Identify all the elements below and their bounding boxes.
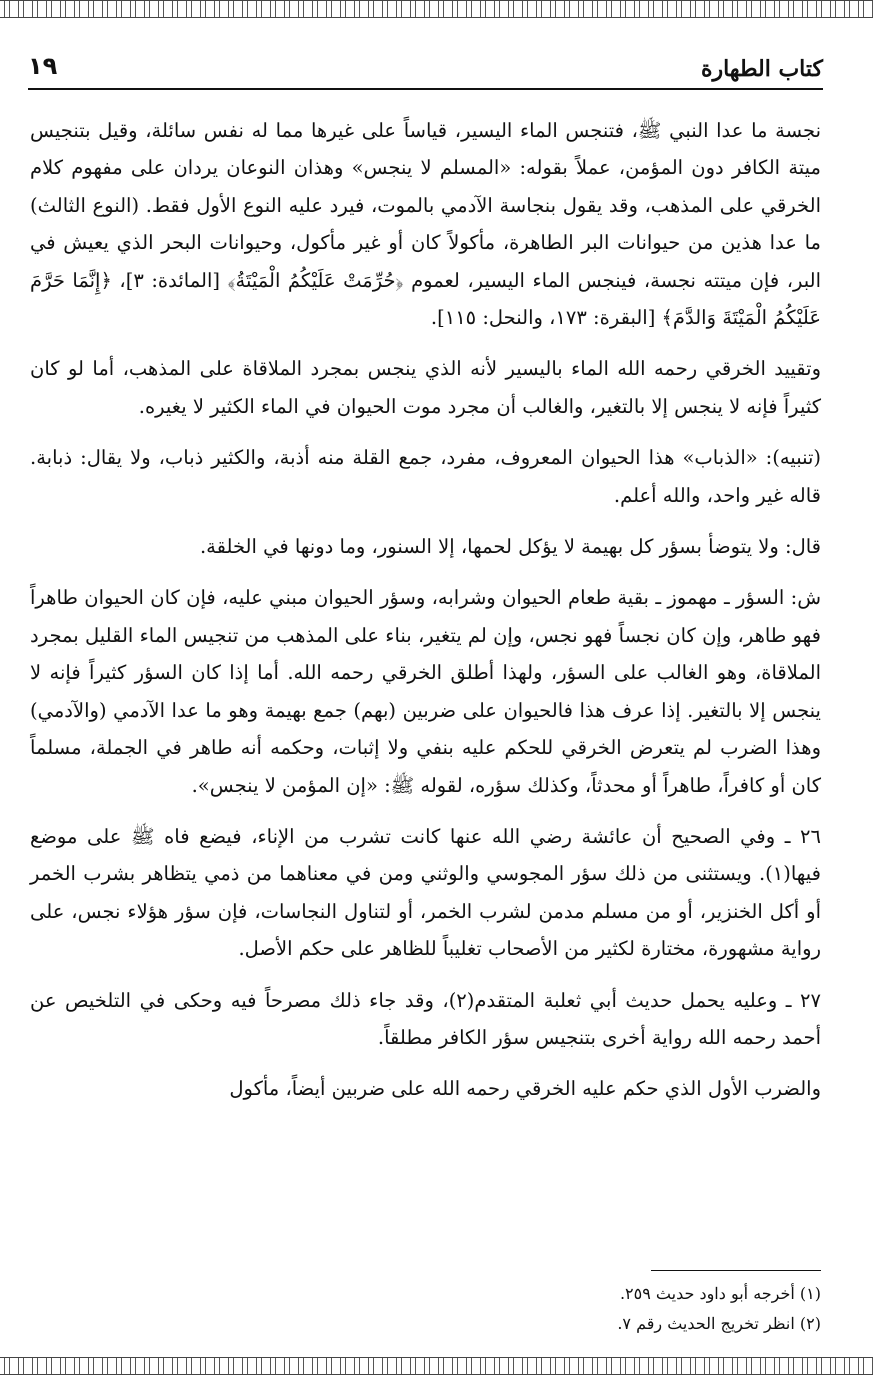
running-title: كتاب الطهارة — [700, 56, 823, 82]
paragraph: نجسة ما عدا النبي ﷺ، فتنجس الماء اليسير، قياساً على غيرها مما له نفس سائلة، وقيل بتنجيس ميتة الكافر دون المؤمن، عملاً بقوله: «المسلم لا ينجس» وهذان النوعان يردان على مفهوم كلام الخرقي على المذهب، وقد يقول بنجاسة الآدمي بالموت، فيرد عليه النوع الأول فقط. (النوع الثالث) ما عدا هذين من حيوانات البر الطاهرة، مأكولاً كان أو غير مأكول، وحيوانات البحر الذي يعيش في البر، فإن ميتته نجسة، فينجس الماء اليسير، لعموم ﴿حُرِّمَتْ عَلَيْكُمُ الْمَيْتَةُ﴾ [المائدة: ٣]، ﴿إِنَّمَا حَرَّمَ عَلَيْكُمُ الْمَيْتَةَ وَالدَّمَ﴾ [البقرة: ١٧٣، والنحل: ١١٥]. — [30, 119, 821, 330]
paragraph: قال: ولا يتوضأ بسؤر كل بهيمة لا يؤكل لحمها، إلا السنور، وما دونها في الخلقة. — [199, 535, 821, 559]
page-number: ١٩ — [28, 52, 58, 80]
paragraph: ٢٦ ـ وفي الصحيح أن عائشة رضي الله عنها كانت تشرب من الإناء، فيضع فاه ﷺ على موضع فيها(١). ويستثنى من ذلك سؤر المجوسي والوثني ومن في معناهما من ذمي يتظاهر بشرب الخمر أو أكل الخنزير، أو من مسلم مدمن لشرب الخمر، أو لتناول النجاسات، فإن سؤر هؤلاء نجس، على رواية مشهورة، مختارة لكثير من الأصحاب تغليباً للظاهر على حكم الأصل. — [30, 824, 821, 961]
paragraph: ش: السؤر ـ مهموز ـ بقية طعام الحيوان وشرابه، وسؤر الحيوان مبني عليه، فإن كان الحيوان طاهراً فهو طاهر، وإن كان نجساً فهو نجس، وإن لم يتغير، بناء على المذهب من تنجيس الماء القليل بمجرد الملاقاة، وهو الغالب على السؤر، ولهذا أطلق الخرقي رحمه الله. أما إذا كان السؤر كثيراً فإنه لا ينجس إلا بالتغير. إذا عرف هذا فالحيوان على ضربين (بهم) جمع بهيمة وهو ما عدا الآدمي (والآدمي) وهذا الضرب لم يتعرض الخرقي للحكم عليه بنفي ولا إثبات، وحكمه أنه طاهر في الجملة، مسلماً كان أو كافراً، طاهراً أو محدثاً، وكذلك سؤره، لقوله ﷺ: «إن المؤمن لا ينجس». — [30, 586, 821, 797]
page-header — [28, 52, 823, 90]
bottom-ornamental-border — [0, 1357, 873, 1375]
paragraph: (تنبيه): «الذباب» هذا الحيوان المعروف، مفرد، جمع القلة منه أذبة، والكثير ذباب، ولا يقال: ذبابة. قاله غير واحد، والله أعلم. — [30, 446, 821, 507]
paragraph: والضرب الأول الذي حكم عليه الخرقي رحمه الله على ضربين أيضاً، مأكول — [229, 1077, 821, 1101]
footnote: (٢) انظر تخريج الحديث رقم ٧. — [617, 1314, 821, 1333]
footnote: (١) أخرجه أبو داود حديث ٢٥٩. — [619, 1284, 821, 1303]
footnotes — [30, 1270, 821, 1339]
footnote-rule — [651, 1270, 821, 1271]
paragraph: وتقييد الخرقي رحمه الله الماء باليسير لأنه الذي ينجس بمجرد الملاقاة على المذهب، أما لو كان كثيراً فإنه لا ينجس إلا بالتغير، والغالب أن مجرد موت الحيوان في الماء الكثير لا يغيره. — [30, 357, 821, 418]
top-ornamental-border — [0, 0, 873, 18]
paragraph: ٢٧ ـ وعليه يحمل حديث أبي ثعلبة المتقدم(٢)، وقد جاء ذلك مصرحاً فيه وحكى في التلخيص عن أحمد رحمه الله رواية أخرى بتنجيس سؤر الكافر مطلقاً. — [30, 988, 821, 1049]
main-text — [30, 112, 821, 1122]
